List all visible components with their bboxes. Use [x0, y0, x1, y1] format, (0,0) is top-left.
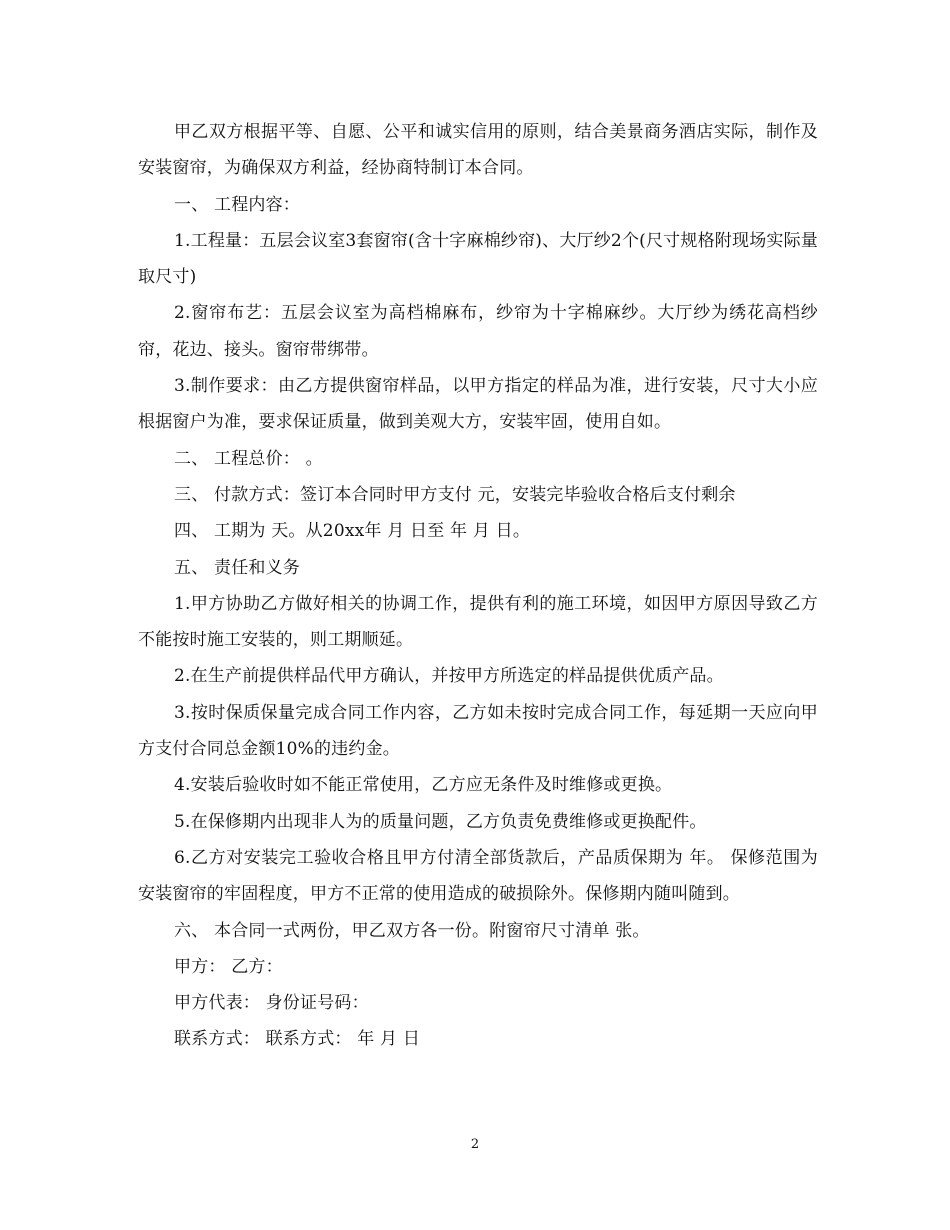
item-responsibility-6: 6.乙方对安装完工验收合格且甲方付清全部货款后，产品质保期为 年。 保修范围为安装窗帘的牢固程度，甲方不正常的使用造成的破损除外。保修期内随叫随到。 [138, 847, 818, 905]
signature-contact: 联系方式： 联系方式： 年 月 日 [174, 1029, 421, 1050]
heading-copies: 六、 本合同一式两份，甲乙双方各一份。附窗帘尺寸清单 张。 [174, 920, 650, 941]
item-responsibility-3: 3.按时保质保量完成合同工作内容，乙方如未按时完成合同工作，每延期一天应向甲方支付合同总金额10%的违约金。 [138, 702, 818, 760]
item-responsibility-1: 1.甲方协助乙方做好相关的协调工作，提供有利的施工环境，如因甲方原因导致乙方不能按时施工安装的，则工期顺延。 [138, 593, 818, 651]
signature-representative: 甲方代表： 身份证号码： [174, 993, 369, 1014]
item-responsibility-4: 4.安装后验收时如不能正常使用，乙方应无条件及时维修或更换。 [174, 775, 673, 796]
item-workload: 1.工程量：五层会议室3套窗帘(含十字麻棉纱帘)、大厅纱2个(尺寸规格附现场实际量取尺寸) [138, 230, 818, 288]
heading-construction-period: 四、 工期为 天。从20xx年 月 日至 年 月 日。 [174, 521, 531, 542]
page-number: 2 [470, 1137, 480, 1152]
contract-body [138, 114, 818, 1058]
item-responsibility-2: 2.在生产前提供样品代甲方确认，并按甲方所选定的样品提供优质产品。 [174, 666, 724, 687]
item-responsibility-5: 5.在保修期内出现非人为的质量问题，乙方负责免费维修或更换配件。 [174, 811, 707, 832]
heading-project-content: 一、 工程内容： [174, 194, 301, 215]
item-production-requirements: 3.制作要求：由乙方提供窗帘样品，以甲方指定的样品为准，进行安装，尺寸大小应根据窗户为准，要求保证质量，做到美观大方，安装牢固，使用自如。 [138, 376, 818, 433]
signature-parties: 甲方： 乙方： [174, 956, 283, 977]
heading-responsibilities: 五、 责任和义务 [174, 557, 301, 578]
heading-total-price: 二、 工程总价： 。 [174, 448, 323, 469]
paragraph-intro: 甲乙双方根据平等、自愿、公平和诚实信用的原则，结合美景商务酒店实际，制作及安装窗帘，为确保双方利益，经协商特制订本合同。 [138, 122, 818, 179]
item-curtain-fabric: 2.窗帘布艺：五层会议室为高档棉麻布，纱帘为十字棉麻纱。大厅纱为绣花高档纱帘，花边、接头。窗帘带绑带。 [138, 303, 818, 360]
heading-payment-method: 三、 付款方式：签订本合同时甲方支付 元，安装完毕验收合格后支付剩余 [174, 484, 736, 505]
